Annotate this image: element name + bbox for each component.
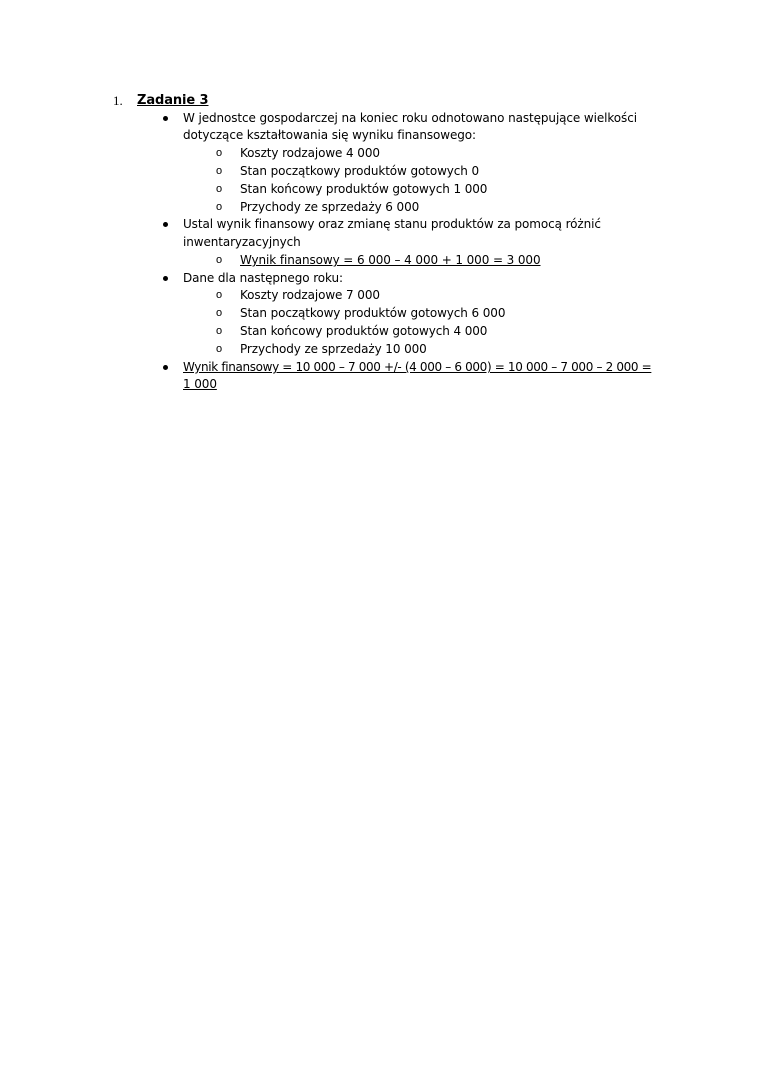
circle-bullet-icon: o — [216, 343, 223, 355]
list-item: Stan końcowy produktów gotowych 4 000 — [240, 324, 488, 338]
result-formula: Wynik finansowy = 6 000 – 4 000 + 1 000 = 3 000 — [240, 253, 541, 267]
circle-bullet-icon: o — [216, 183, 223, 195]
list-item: Stan początkowy produktów gotowych 6 000 — [240, 306, 506, 320]
paragraph-1-line-2: dotyczące kształtowania się wyniku finansowego: — [183, 128, 476, 142]
circle-bullet-icon: o — [216, 307, 223, 319]
list-item: Koszty rodzajowe 4 000 — [240, 146, 380, 160]
circle-bullet-icon: o — [216, 147, 223, 159]
list-item: Przychody ze sprzedaży 6 000 — [240, 200, 420, 214]
bullet-icon — [163, 222, 168, 227]
list-item: Stan początkowy produktów gotowych 0 — [240, 164, 480, 178]
final-formula-line-2: 1 000 — [183, 377, 217, 391]
circle-bullet-icon: o — [216, 325, 223, 337]
paragraph-1-line-1: W jednostce gospodarczej na koniec roku odnotowano następujące wielkości — [183, 111, 637, 125]
list-item: Koszty rodzajowe 7 000 — [240, 288, 380, 302]
circle-bullet-icon: o — [216, 201, 223, 213]
circle-bullet-icon: o — [216, 254, 223, 266]
task-heading: Zadanie 3 — [137, 93, 209, 108]
circle-bullet-icon: o — [216, 165, 223, 177]
paragraph-2-line-1: Ustal wynik finansowy oraz zmianę stanu produktów za pomocą różnić — [183, 217, 601, 231]
bullet-icon — [163, 116, 168, 121]
final-formula-line-1: Wynik finansowy = 10 000 – 7 000 +/- (4 000 – 6 000) = 10 000 – 7 000 – 2 000 = — [183, 360, 652, 374]
list-item: Przychody ze sprzedaży 10 000 — [240, 342, 427, 356]
list-number: 1. — [113, 93, 123, 108]
paragraph-3-line-1: Dane dla następnego roku: — [183, 271, 343, 285]
bullet-icon — [163, 365, 168, 370]
paragraph-2-line-2: inwentaryzacyjnych — [183, 235, 301, 249]
circle-bullet-icon: o — [216, 289, 223, 301]
list-item: Stan końcowy produktów gotowych 1 000 — [240, 182, 488, 196]
bullet-icon — [163, 276, 168, 281]
